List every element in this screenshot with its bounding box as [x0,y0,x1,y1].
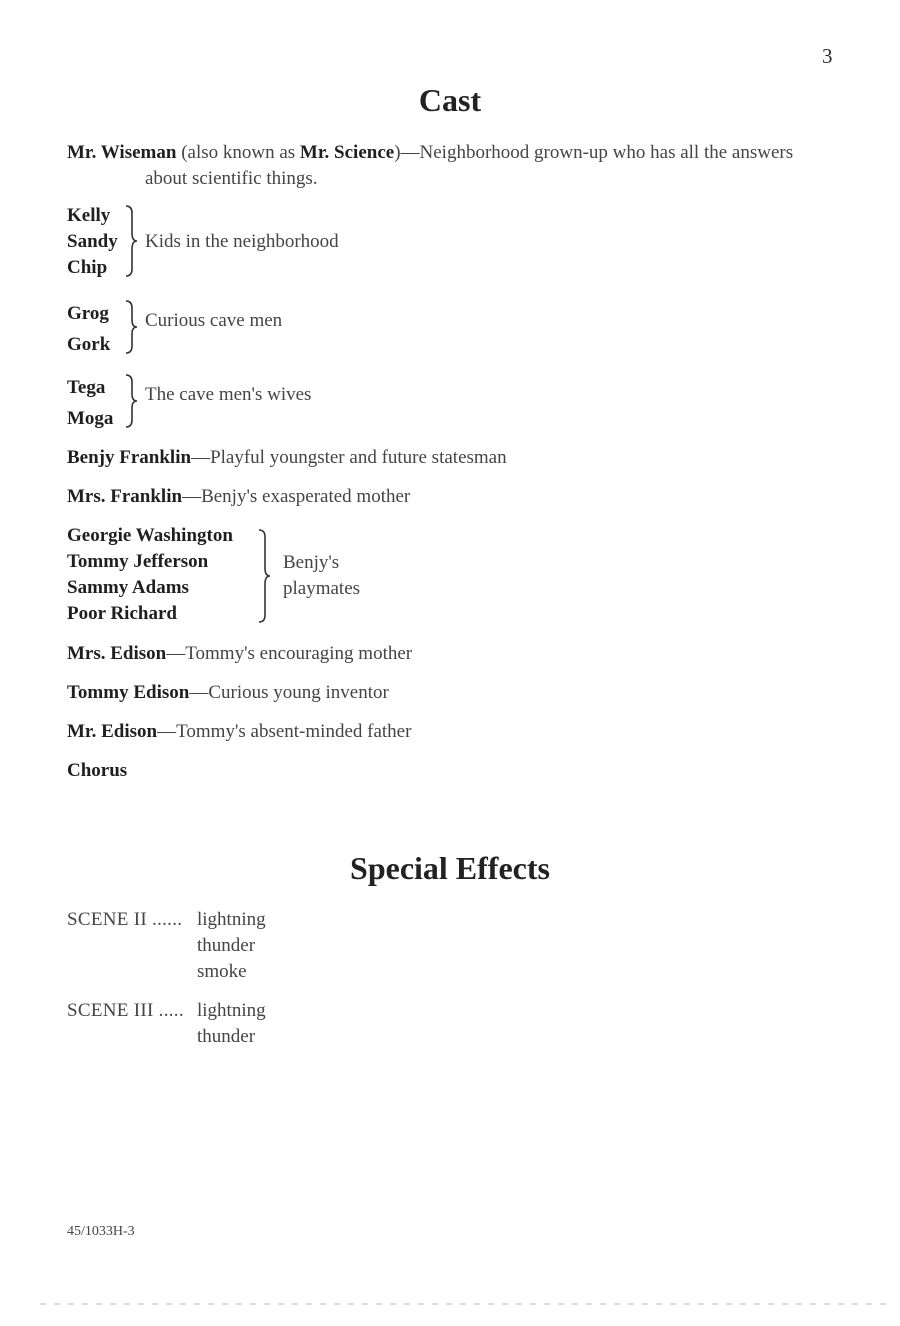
cast-name: Sandy [67,231,118,252]
cast-name: Mr. Edison [67,721,158,742]
cast-name: Tega [67,377,106,398]
cast-name: Moga [67,408,114,429]
effect-item: lightning [197,909,266,930]
brace-icon [124,298,138,356]
cast-name: Mrs. Edison [67,643,167,664]
cast-entry-tommy-edison [67,680,389,706]
cast-desc: —Tommy's absent-minded father [157,721,412,742]
cast-name: Mrs. Franklin [67,486,183,507]
cast-group-names [67,298,110,360]
effect-item: lightning [197,1000,266,1021]
cast-desc: —Benjy's exasperated mother [182,486,411,507]
effect-list [197,907,266,985]
brace-icon [124,203,138,279]
cast-entry-mrs-edison [67,641,412,667]
cast-aka-name: Mr. Science [299,142,395,163]
cast-group-names [67,203,118,281]
scene-label: SCENE III ..... [67,1000,184,1021]
effect-item: thunder [197,935,256,956]
cast-name: Gork [67,334,111,355]
cast-group-desc-line: playmates [283,578,361,599]
cast-name: Chip [67,257,108,278]
cast-entry-mrs-franklin [67,484,410,510]
footer-code: 45/1033H-3 [67,1224,135,1239]
effect-item: smoke [197,961,247,982]
cast-desc: —Playful youngster and future statesman [191,447,507,468]
cast-entry-wiseman [67,140,793,166]
special-effects-heading: Special Effects [350,850,550,886]
cast-name: Tommy Edison [67,682,190,703]
cast-desc-continued: about scientific things. [145,168,318,189]
page-number: 3 [822,44,833,68]
effect-item: thunder [197,1026,256,1047]
cast-name: Tommy Jefferson [67,551,209,572]
cast-group-names [67,372,113,434]
cast-name: Grog [67,303,109,324]
cast-name: Benjy Franklin [67,447,192,468]
cast-group-names [67,523,233,627]
cast-name: Poor Richard [67,603,177,624]
cast-entry-mr-edison [67,719,411,745]
cast-name: Georgie Washington [67,525,233,546]
scan-artifact-line [40,1303,890,1305]
cast-entry-chorus [67,758,127,784]
cast-name: Sammy Adams [67,577,189,598]
cast-group-desc: Curious cave men [145,310,283,331]
cast-group-desc: The cave men's wives [145,384,312,405]
cast-group-desc: Kids in the neighborhood [145,231,339,252]
cast-entry-benjy [67,445,507,471]
cast-desc: —Tommy's encouraging mother [166,643,413,664]
scene-label: SCENE II ...... [67,909,183,930]
cast-aka-post: ) [394,142,401,163]
cast-desc: —Neighborhood grown-up who has all the answers [400,142,794,163]
cast-aka-pre: (also known as [176,142,300,163]
cast-group-desc-line: Benjy's [283,552,340,573]
cast-desc: —Curious young inventor [189,682,389,703]
cast-group-desc [283,550,360,602]
cast-name: Chorus [67,760,128,781]
cast-name: Kelly [67,205,111,226]
effect-list [197,998,266,1050]
brace-icon [257,527,271,625]
cast-name: Mr. Wiseman [67,142,177,163]
brace-icon [124,372,138,430]
cast-heading: Cast [418,82,482,118]
